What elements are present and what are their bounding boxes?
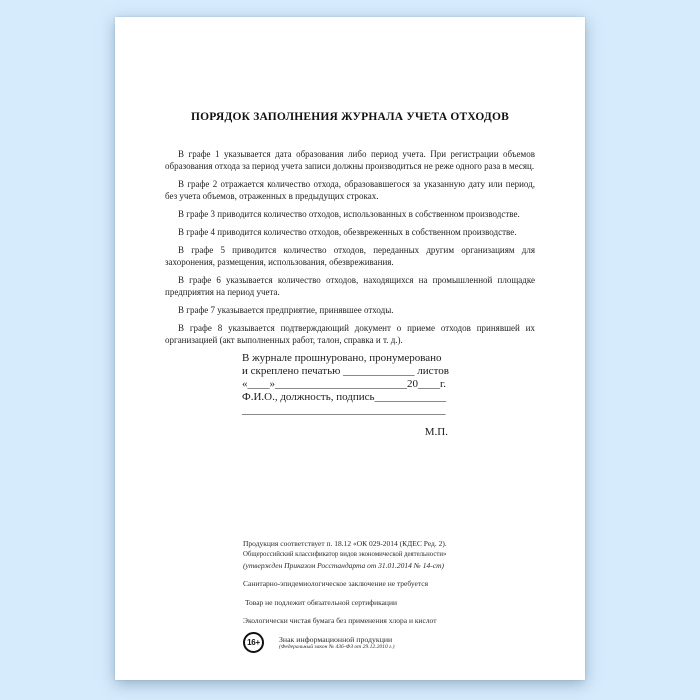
instruction-paragraph-4: В графе 4 приводится количество отходов, обезвреженных в собственном производстве. (178, 227, 517, 237)
instruction-paragraph-7: В графе 7 указывается предприятие, принявшее отходы. (178, 305, 394, 315)
age-badge-text: 16+ (247, 638, 260, 647)
instruction-paragraph-1: В графе 1 указывается дата образования либо период учета. При регистрации объемов образования отхода за период учета записи должны производиться не реже одного раза в месяц. (165, 149, 535, 171)
certification-line-2-sheets-blank: и скреплено печатью _____________ листов (242, 365, 449, 377)
certification-line-5-blank: _____________________________________ (242, 404, 446, 416)
instruction-paragraph-6: В графе 6 указывается количество отходов, находящихся на промышленной площадке предприятия на период учета. (165, 275, 535, 297)
stamp-place-mark: М.П. (424, 426, 448, 438)
compliance-line-1: Продукция соответствует п. 18.12 «ОК 029-2014 (КДЕС Ред. 2). (243, 539, 447, 548)
certification-line-3-date-blank: «____»________________________20____г. (242, 378, 447, 390)
age-mark-text (279, 635, 395, 651)
age-16-badge-icon (243, 632, 264, 653)
compliance-line-2: Общероссийский классификатор видов экономической деятельности» (243, 551, 447, 558)
instructions-section (165, 148, 535, 346)
compliance-line-3: (утвержден Приказом Росстандарта от 31.01.2014 № 14-ст) (243, 561, 444, 570)
instruction-paragraph-8: В графе 8 указывается подтверждающий документ о приеме отходов принявшей их организацией (акт выполненных работ, талон, справка и т. д.). (165, 323, 535, 345)
product-info-section (243, 538, 535, 653)
journal-certification-block (242, 352, 450, 439)
certification-line-1: В журнале прошнуровано, пронумеровано (242, 352, 442, 364)
instruction-paragraph-2: В графе 2 отражается количество отхода, образовавшегося за указанную дату или период, без учета объемов, отраженных в предыдущих строках. (165, 179, 535, 201)
compliance-block (243, 538, 535, 571)
age-mark-law-reference: (Федеральный закон № 436-ФЗ от 29.12.2010 г.) (279, 643, 395, 650)
instruction-paragraph-3: В графе 3 приводится количество отходов, использованных в собственном производстве. (178, 209, 520, 219)
document-page (115, 17, 585, 680)
sanitary-note: Санитарно-эпидемиологическое заключение не требуется (243, 579, 429, 588)
eco-note: Экологически чистая бумага без применения хлора и кислот (243, 616, 437, 625)
document-title: ПОРЯДОК ЗАПОЛНЕНИЯ ЖУРНАЛА УЧЕТА ОТХОДОВ (190, 111, 510, 123)
certification-note: Товар не подлежит обязательной сертификации (245, 598, 397, 607)
instruction-paragraph-5: В графе 5 приводится количество отходов, переданных другим организациям для захоронения, размещения, использования, обезвреживания. (165, 245, 535, 267)
age-mark-label: Знак информационной продукции (279, 634, 393, 644)
certification-line-4-name-signature-blank: Ф.И.О., должность, подпись_____________ (242, 391, 447, 403)
age-mark-row (243, 632, 535, 653)
